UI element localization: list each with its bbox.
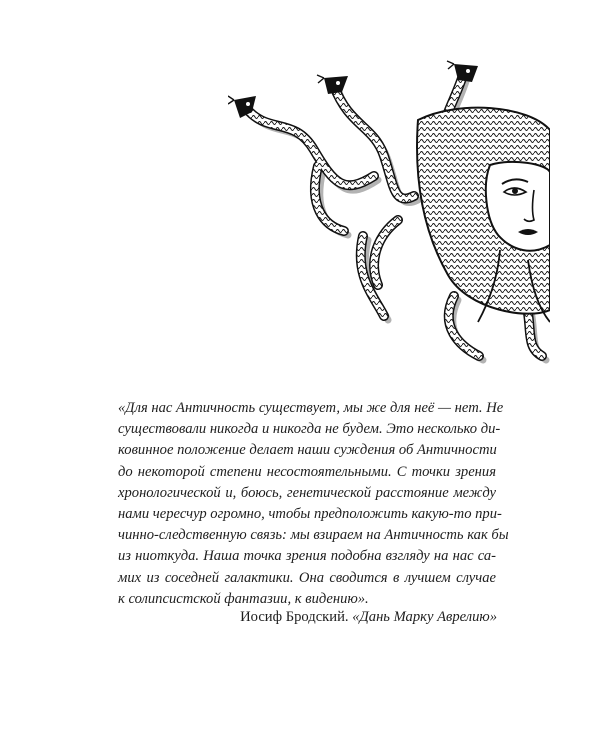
quote-line: к солипсистской фантазии, к видению». — [118, 590, 369, 607]
attribution-work: «Дань Марку Аврелию» — [352, 609, 497, 625]
quote-line: до некоторой степени несостоятельными. С точки зрения — [118, 463, 496, 480]
quote-line: существовали никогда и никогда не будем. Это несколько ди- — [118, 421, 501, 438]
medusa-illustration — [228, 60, 550, 370]
quote-line: «Для нас Античность существует, мы же для неё — нет. Не — [118, 400, 504, 416]
attribution-author: Иосиф Бродский. — [240, 609, 349, 625]
quote-line: из ниоткуда. Наша точка зрения подобна взгляду на нас са- — [118, 548, 496, 565]
quote-line: нами чересчур огромно, чтобы предположить какую-то при- — [118, 506, 502, 523]
quote-block — [118, 398, 509, 610]
quote-line: ковинное положение делает наши суждения об Античности — [118, 442, 497, 459]
quote-line: чинно-следственную связь: мы взираем на Античность как бы — [118, 527, 509, 544]
quote-line: мих из соседней галактики. Она сводится в лучшем случае — [118, 569, 496, 586]
medusa-drawing — [228, 60, 550, 370]
quote-line: хронологической и, боюсь, генетической расстояние между — [118, 484, 496, 501]
quote-attribution — [240, 607, 497, 627]
